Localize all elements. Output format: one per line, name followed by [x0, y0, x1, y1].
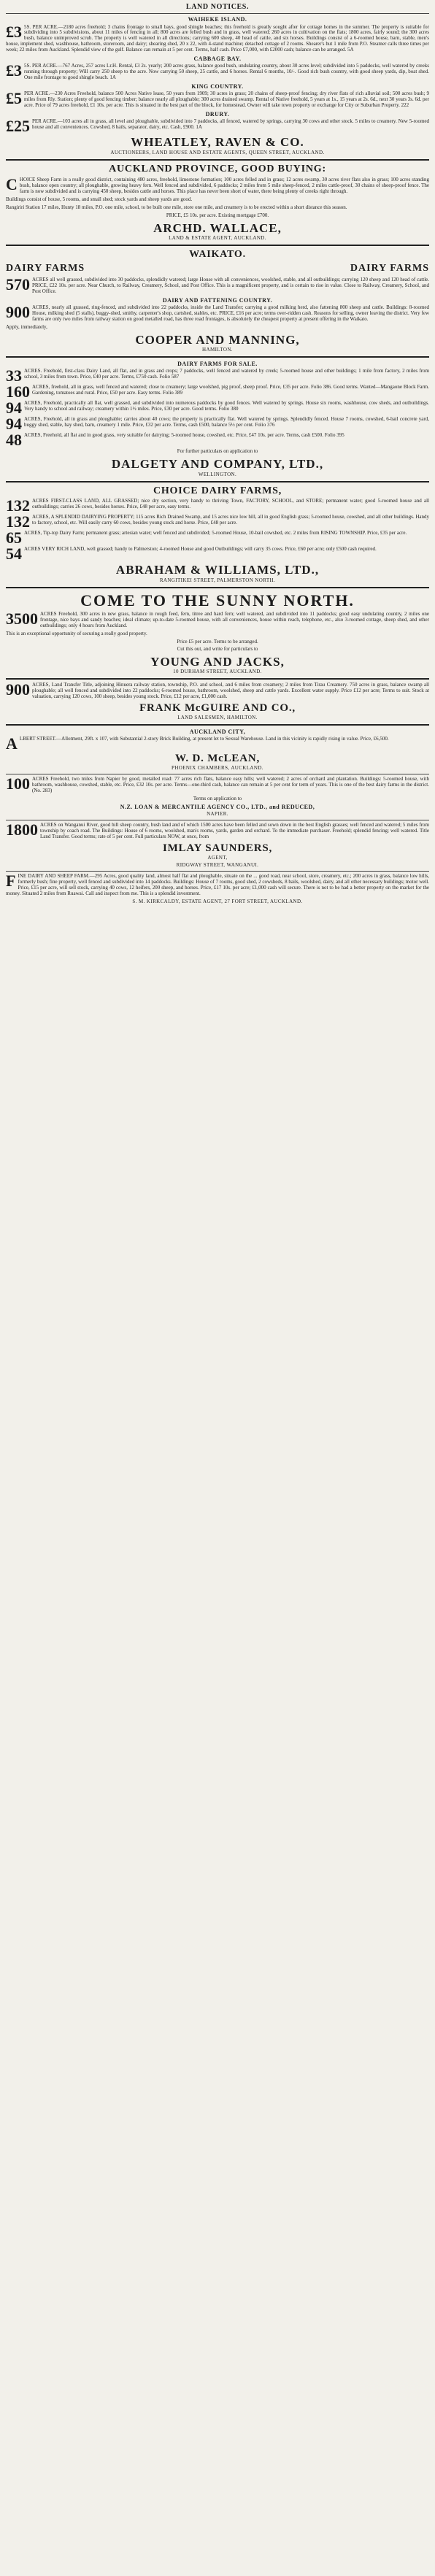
- sunny-north-title: COME TO THE SUNNY NORTH.: [80, 591, 355, 610]
- mclean-address: PHOENIX CHAMBERS, AUCKLAND.: [172, 765, 263, 772]
- cabbage-bay-price-lead: £3: [6, 61, 22, 80]
- king-country-heading: KING COUNTRY.: [191, 83, 244, 91]
- fine-dairy-initial: F: [6, 872, 16, 891]
- choice-dairy-lead: 65: [6, 528, 22, 547]
- auckland-city-text: LBERT STREET.—Allotment, 29ft. x 107, with Substantial 2-story Brick Building, at present let to Sexual Warehouse. Land in this vicinity is rapidly rising in value. Price, £6,500.: [19, 736, 389, 742]
- imlay-saunders-role: AGENT,: [207, 855, 228, 861]
- cabbage-bay-ad: [6, 61, 429, 81]
- napier-text: ACRES Freehold, two miles from Napier by good, metalled road: 77 acres rich flats, balance easy hills; well watered; 2 acres of orchard and plantation. Buildings: 5-roomed house, with bathroom, washhouse, cowshed, stable, etc. Price, £32 10s. per acre. Terms—one-third cash, balance can remain at 5 per cent for term of years. This is one of the best dairy farms in the district. (No. 283): [32, 776, 429, 794]
- dairy-sale-heading: DAIRY FARMS FOR SALE.: [177, 361, 258, 368]
- sunny-north-ad: [6, 609, 429, 629]
- wheatley-raven-address: AUCTIONEERS, LAND HOUSE AND ESTATE AGENTS, QUEEN STREET, AUCKLAND.: [110, 149, 325, 155]
- waikato-farm-570: [6, 274, 429, 295]
- dairy-sale-lead: 33: [6, 366, 22, 385]
- kirkcaldy-footer: S. M. KIRKCALDY, ESTATE AGENT, 27 FORT STREET, AUCKLAND.: [132, 898, 303, 904]
- waiheke-ad: [6, 22, 429, 54]
- cabbage-bay-text: 5S. PER ACRE.—767 Acres, 257 acres Lr.H. Rental, £3 2s. yearly; 200 acres grass, balance good bush, undulating country, about 30 acres level; subdivided into 5 paddocks, well watered by creeks running through property; Will carry 250 sheep to the acre. Now carrying 50 sheep, 25 cattle, and 6 horses. Rental 6 months, 10/-. Good rich bush country, with good sheep yards, dip, boat shed. One mile frontage to good shingle beach. 1A: [24, 63, 429, 81]
- sunny-north-note: This is an exceptional opportunity of securing a really good property.: [6, 630, 147, 637]
- sunny-north-lead: 3500: [6, 609, 38, 628]
- divider: [6, 678, 429, 680]
- auckland-city-ad: [6, 734, 429, 753]
- dalgety-name: DALGETY AND COMPANY, LTD.,: [111, 457, 324, 472]
- young-jacks-name: YOUNG AND JACKS,: [150, 654, 285, 669]
- cooper-manning-address: HAMILTON.: [202, 347, 233, 353]
- choice-dairy-item: [6, 528, 429, 547]
- auckland-province-title: AUCKLAND PROVINCE, GOOD BUYING:: [109, 163, 326, 174]
- dairy-farms-left: DAIRY FARMS: [6, 262, 85, 274]
- divider: [6, 356, 429, 358]
- mcguire-ad: [6, 680, 429, 700]
- dairy-sale-text: ACRES. Freehold, first-class Dairy Land, all flat, and in grass and crops; 7 paddocks, well fenced and watered by creek; 5-roomed house and other buildings; 1 mile from factory, 2 miles from school, 3 miles from town. Price, £40 per acre. Terms, £750 cash. Folio 587: [24, 368, 429, 380]
- dairy-sale-lead: 94: [6, 415, 22, 434]
- dairy-fattening-heading: DAIRY AND FATTENING COUNTRY.: [162, 296, 273, 304]
- mclean-name: W. D. McLEAN,: [174, 753, 261, 765]
- choice-dairy-lead: 132: [6, 496, 30, 515]
- dairy-sale-item: [6, 431, 429, 450]
- waikato-farm-900-lead: 900: [6, 302, 30, 321]
- abraham-williams-name: ABRAHAM & WILLIAMS, LTD.,: [115, 563, 320, 577]
- waikato-title: WAIKATO.: [189, 248, 246, 260]
- napier-ad: [6, 774, 429, 794]
- dairy-sale-item: [6, 366, 429, 385]
- wanganui-lead: 1800: [6, 820, 38, 839]
- divider: [6, 481, 429, 482]
- king-country-price-lead: £5: [6, 89, 22, 108]
- wanganui-text: ACRES on Wanganui River, good hill sheep country, bush land and of which 1500 acres have been felled and sown down in the best English grasses; well fenced and watered; 5 miles from township by coach road. The Buildings: House of 6 rooms, woolshed, man's rooms, yards, garden and orchard. To the immediate purchaser. Freehold; splendid fencing; well watered. Title Land Transfer. Good terms; rate of 5 per cent. Full particulars NOW, at once, from: [40, 822, 429, 840]
- choice-dairy-lead: 132: [6, 512, 30, 531]
- fine-dairy-text: INE DAIRY AND SHEEP FARM.—295 Acres, good quality land, almost half flat and ploughable, situate on the ... good road, near school, store, creamery, etc.; 200 acres in grass, balance low hills, formerly bush; fine property, well fenced and subdivided into 14 paddocks. Buildings: House of 7 rooms, good shed, 2 cowsheds, 8 bails, woolshed, dairy, and all other necessary buildings; motor well. Price, £15 per acre, will sell stock, carrying 40 cows, 12 heifers, 200 sheep, and horses. Price, £17 10s. per acre; £1,000 cash will secure. There is not to be had a better property on the market for the money. Situated 2 miles from Ruawai. Call and inspect from me. This is a splendid investment.: [6, 873, 429, 896]
- young-jacks-address: 10 DURHAM STREET, AUCKLAND.: [173, 669, 262, 675]
- dairy-sale-item: [6, 382, 429, 401]
- choice-dairy-text: ACRES VERY RICH LAND, well grassed; handy to Palmerston; 4-roomed House and good Outbuildings; will carry 35 cows. Price, £60 per acre; only £500 cash required.: [24, 546, 377, 553]
- dairy-farms-right: DAIRY FARMS: [350, 262, 429, 274]
- choice-dairy-item: [6, 545, 429, 564]
- newspaper-page: [6, 3, 429, 2570]
- fine-dairy-ad: [6, 874, 429, 897]
- dairy-sale-lead: 160: [6, 382, 30, 401]
- waikato-apply: Apply, immediately,: [6, 323, 47, 330]
- choice-dairy-title: CHOICE DAIRY FARMS,: [153, 485, 282, 496]
- nz-loan-name: N.Z. LOAN & MERCANTILE AGENCY CO., LTD., and REDUCED,: [120, 804, 315, 811]
- dairy-sale-further: For further particulars on application to: [177, 448, 258, 455]
- dairy-sale-text: ACRES, Freehold, all in grass and ploughable; carries about 40 cows; the property is practically flat. Well watered by springs. Splendidly fenced. House 7 rooms, cowshed, 6-bail concrete yard, buggy shed, stable, hay shed, barn, creamery 1 mile. Price, £32 per acre. Terms, cash £500, balance 5½ per cent. Folio 376: [24, 416, 429, 428]
- napier-lead: 100: [6, 774, 30, 793]
- mcguire-text: ACRES, Land Transfer Title, adjoining Hinuera railway station, township, P.O. and school, and 6 miles from creamery; 2 miles from Tirau Creamery. 750 acres in grass, balance swamp all ploughable; all well fenced and subdivided into 22 paddocks; 6-roomed house, bathroom, woolshed, sheep and cattle yards. Excellent water supply. Price £12 per acre; Terms to suit. Stock at valuation, carrying 120 cows, 100 sheep, besides young stock. Price, £12 per acre, £1,000 cash.: [32, 682, 429, 699]
- napier-terms: Terms on application to: [193, 796, 242, 802]
- page-title: LAND NOTICES.: [185, 3, 250, 11]
- drury-text: PER ACRE.—103 acres all in grass, all level and ploughable, subdivided into 7 paddocks, all fenced, watered by springs, carrying 30 cows and other stock. 5 miles to creamery. New 5-roomed house and all conveniences. Cowshed, 8 bails, separator, dairy, etc. Cash, £900. 1A: [32, 118, 429, 131]
- choice-dairy-text: ACRES, Tip-top Dairy Farm; permanent grass; artesian water; well fenced and subdivided; 5-roomed House, 10-bail cowshed, etc. 2 miles from RISING TOWNSHIP. Price, £35 per acre.: [24, 530, 407, 537]
- wanganui-ad: [6, 820, 429, 840]
- king-country-ad: [6, 91, 429, 109]
- dairy-sale-item: [6, 399, 429, 418]
- waiheke-heading: WAIHEKE ISLAND.: [188, 16, 247, 23]
- abraham-williams-address: RANGITIKEI STREET, PALMERSTON NORTH.: [159, 577, 276, 583]
- mcguire-name: FRANK McGUIRE AND CO.,: [139, 701, 296, 714]
- sunny-north-cutout: Cut this out, and write for particulars to: [177, 645, 258, 652]
- divider: [6, 587, 429, 588]
- waikato-farm-570-text: ACRES all well grassed, subdivided into 30 paddocks, splendidly watered; large House with all conveniences, woolshed, stable, and all outbuildings; carrying 120 sheep and 120 head of cattle. PRICE, £22 10s. per acre. Near Church, to Railway, Creamery, School, and Post Office. This is a magnificent property, and is certain to rise in value. Close to Railway, Creamery, School, and Post Office.: [32, 276, 429, 294]
- sunny-north-price: Price £5 per acre. Terms to be arranged.: [177, 638, 258, 645]
- divider: [6, 159, 429, 161]
- auckland-province-buildings: Buildings consist of house, 5 rooms, and small shed; stock yards and sheep yards are good.: [6, 196, 193, 202]
- choice-dairy-item: [6, 512, 429, 531]
- divider: [6, 724, 429, 726]
- divider: [6, 13, 429, 14]
- imlay-saunders-address: RIDGWAY STREET, WANGANUI.: [176, 862, 259, 869]
- auckland-province-initial: C: [6, 174, 18, 193]
- dalgety-address: WELLINGTON.: [198, 471, 237, 477]
- wheatley-raven-name: WHEATLEY, RAVEN & CO.: [131, 135, 304, 150]
- choice-dairy-text: ACRES FIRST-CLASS LAND, ALL GRASSED; nice dry section, very handy to thriving Town, FACTORY, SCHOOL, and STORE; permanent water; good 5-roomed house and all outbuildings; carries 26 cows, besides horses. Price, £48 per acre, easy terms.: [32, 498, 429, 510]
- sunny-north-text: ACRES Freehold, 300 acres in new grass, balance in rough feed, fern, titree and hard fern; well watered, and subdivided into 11 paddocks; good easy undulating country, 2 miles one frontage, nice bays and sandy beaches; ideal climate; up-to-date 5-roomed house, with all conveniences, house within reach, telephone, etc., also 3-roomed cottage, sheep shed, and other outbuildings; only 4 hours from Auckland.: [40, 610, 429, 628]
- choice-dairy-lead: 54: [6, 545, 22, 564]
- dairy-sale-text: ACRES, Freehold, all flat and in good grass, very suitable for dairying; 5-roomed house, cowshed, etc. Price, £47 10s. per acre. Terms, cash £500. Folio 395: [24, 432, 344, 439]
- waikato-farm-900-text: ACRES, nearly all grassed, ring-fenced, and subdivided into 22 paddocks, inside the Land Transfer; carrying a good milking herd, also fattening 800 sheep and cattle. Buildings: 8-roomed House, milking shed (5 stalls), buggy-shed, smithy, carpenter's shop, cartshed, stables, etc. PRICE, £16 per acre; terms over-ridden cash. Reasons for selling, owner leaving the district. Very few farms are only two miles from railway station on good metalled road, has three road frontages, is absolutely the cheapest property at present offering in the Waikato.: [32, 304, 429, 322]
- auckland-province-location: Rangiriri Station 17 miles, Hunty 18 miles, P.O. one mile, school, to be built one mile, store one mile, and creamery is to be erected within a short distance this season.: [6, 204, 347, 210]
- king-country-text: PER ACRE.—230 Acres Freehold, balance 500 Acres Native lease, 50 years from 1909; 30 acres in grass; 20 chains of sheep-proof fencing; dry river flats of rich alluvial soil; 500 acres bush; 9 miles from Rly. Station; plenty of good fencing timber; balance nearly all ploughable; 300 acres drained swamp. Rental of Native freehold, 5 years at 1s., 15 years at 2s. 6d., next 30 years 3s. 6d. per acre. Price of 79 acres freehold, £1 10s. per acre. This is situated in the best part of the block, for homestead. Owner will take town property or exchange for City or Suburban Property. 222: [24, 91, 429, 109]
- cabbage-bay-heading: CABBAGE BAY.: [193, 55, 242, 63]
- mcguire-lead: 900: [6, 680, 30, 699]
- choice-dairy-text: ACRES, A SPLENDID DAIRYING PROPERTY; 115 acres Rich Drained Swamp, and 15 acres nice low hill, all in good English grass; 5-roomed house, cowshed, and all other buildings. Handy to factory, school, etc. Will easily carry 60 cows, besides young stock and horse. Price, £48 per acre.: [32, 514, 429, 526]
- auckland-city-heading: AUCKLAND CITY,: [189, 728, 246, 735]
- divider: [6, 245, 429, 246]
- nz-loan-address: NAPIER.: [207, 811, 228, 818]
- drury-heading: DRURY.: [205, 111, 230, 118]
- auckland-city-initial: A: [6, 734, 18, 753]
- divider: [6, 871, 429, 872]
- auckland-province-price: PRICE, £5 10s. per acre. Existing mortgage £700.: [166, 212, 269, 218]
- choice-dairy-item: [6, 496, 429, 515]
- drury-ad: [6, 117, 429, 136]
- mcguire-address: LAND SALESMEN, HAMILTON.: [177, 715, 258, 721]
- auckland-province-body: HOICE Sheep Farm in a really good district, containing 480 acres, freehold, limestone formation; 100 acres felled and in grass; 12 acres swamp, 30 acres river flats also in grass; 100 acres standing bush, balance open country; all ploughable, growing heavy fern. Well fenced and subdivided, 6 paddocks; 2 miles from 5 mile sheep-fenced, 2 miles cattle-proof, 30 chains of sheep-proof fence. The farm is now subdivided and is carrying 450 sheep, besides cattle and horses. This place has never been short of water, there being plenty of creeks right through.: [19, 176, 429, 194]
- waikato-farm-570-lead: 570: [6, 274, 30, 293]
- wallace-address: LAND & ESTATE AGENT, AUCKLAND.: [169, 234, 266, 241]
- dairy-sale-lead: 94: [6, 399, 22, 418]
- dairy-sale-text: ACRES, freehold, all in grass, well fenced and watered; close to creamery; large woolshed, pig proof, sheep proof. Price, £35 per acre. Folio 386. Good terms. Wanted—Mangaone Block Farm. Gardening, tomatoes and rural. Price, £50 per acre. Easy terms. Folio 389: [32, 384, 429, 396]
- dairy-sale-text: ACRES, Freehold, practically all flat, well grassed, and subdivided into numerous paddocks by good fences. Well watered by springs. House six rooms, washhouse, cow sheds, and outbuildings. Very handy to school and railway; creamery within 1½ miles. Price, £30 per acre. Good terms. Folio 380: [24, 400, 429, 412]
- waikato-dairy-headings: [6, 263, 429, 274]
- auckland-province-ad: [6, 174, 429, 195]
- wallace-name: ARCHD. WALLACE,: [153, 220, 282, 235]
- waikato-farm-900: [6, 302, 429, 323]
- dairy-sale-item: [6, 415, 429, 434]
- drury-price-lead: £25: [6, 117, 30, 136]
- imlay-saunders-name: IMLAY SAUNDERS,: [162, 842, 273, 855]
- waiheke-text: 5S. PER ACRE.—2180 acres freehold; 3 chains frontage to small bays, good shingle beaches; this freehold is greatly sought after for cottage homes in the summer. The property is suitable for subdividing into 5 subdivisions, about 11 miles of fencing in all; 800 acres are felled bush and in grass, well watered; 260 acres in cultivation on the flats; 1800 acres, fairly sound; the 300 acres bush, balance unimproved scrub. The property is well watered in all directions; carrying 600 sheep, 40 head of cattle, and six horses. Buildings consist of a 6-roomed house, barn, stable, men's house, implement shed, washhouse, bathroom, storeroom, and dairy; shearing shed, 20 x 22, with 4-stand machine; detached cottage of 2 rooms. Shearer's hut 1 mile from P.O. Steamer calls three times per week; 22 miles from Auckland. Splendid view of the gulf. Balance can remain at 5 per cent. Terms, half cash. Price £7,000, with £2000 cash; balance can be arranged. 5A: [6, 23, 429, 53]
- waiheke-price-lead: £3: [6, 22, 22, 41]
- cooper-manning-name: COOPER AND MANNING,: [135, 332, 300, 347]
- dairy-sale-lead: 48: [6, 431, 22, 450]
